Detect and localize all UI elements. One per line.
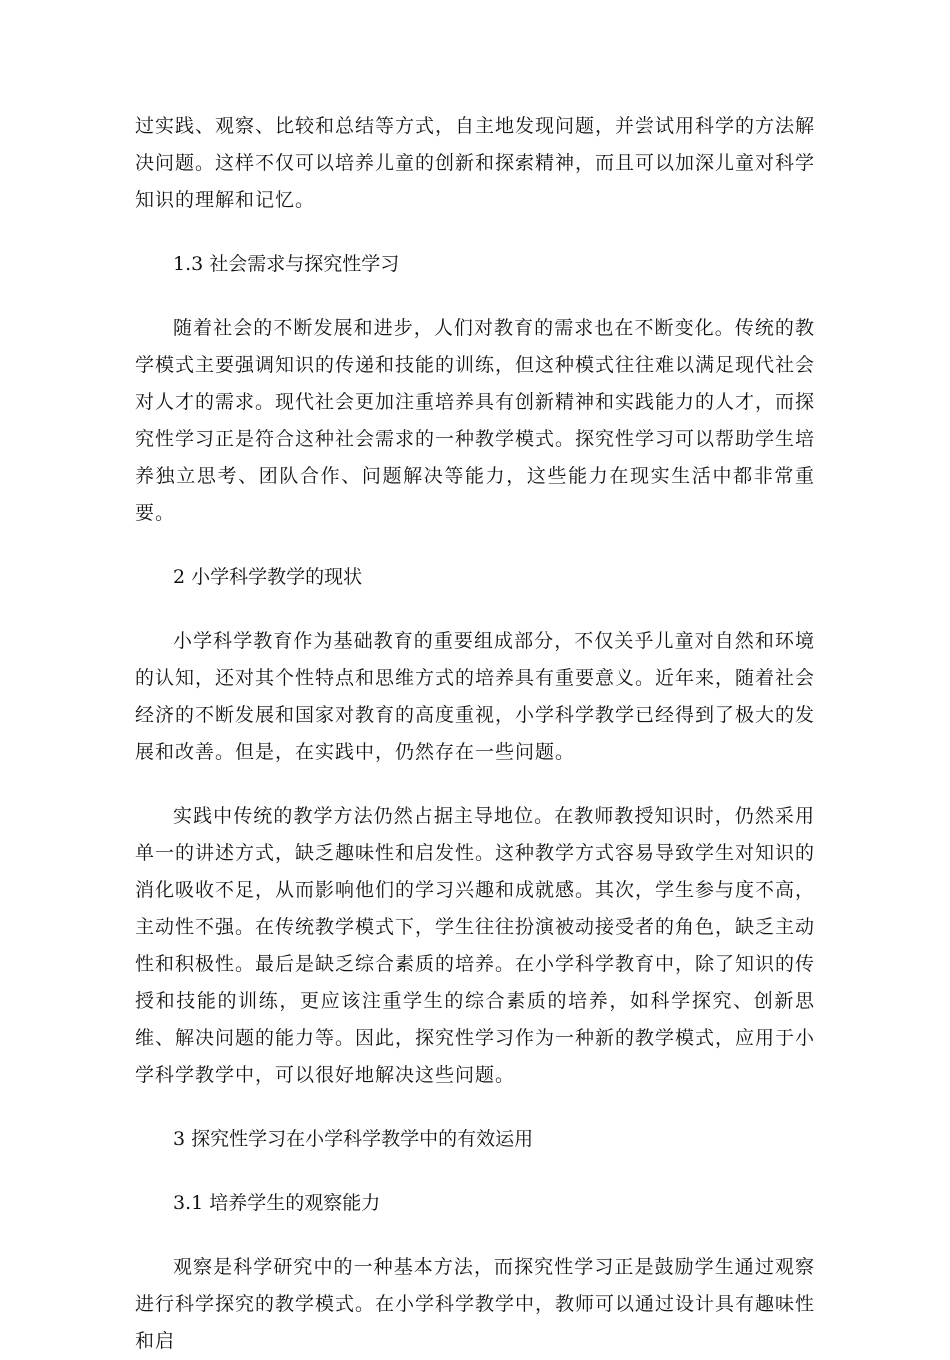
section-heading-2: 2 小学科学教学的现状: [173, 566, 363, 588]
paragraph-1-3: 随着社会的不断发展和进步，人们对教育的需求也在不断变化。传统的教学模式主要强调知识的传递和技能的训练，但这种模式往往难以满足现代社会对人才的需求。现代社会更加注重培养具有创新精神和实践能力的人才，而探究性学习正是符合这种社会需求的一种教学模式。探究性学习可以帮助学生培养独立思考、团队合作、问题解决等能力，这些能力在现实生活中都非常重要。: [135, 317, 816, 524]
paragraph-intro: 过实践、观察、比较和总结等方式，自主地发现问题，并尝试用科学的方法解决问题。这样不仅可以培养儿童的创新和探索精神，而且可以加深儿童对科学知识的理解和记忆。: [135, 115, 816, 211]
section-heading-1-3: 1.3 社会需求与探究性学习: [173, 253, 400, 275]
section-heading-3: 3 探究性学习在小学科学教学中的有效运用: [173, 1128, 534, 1150]
paragraph-2b: 实践中传统的教学方法仍然占据主导地位。在教师教授知识时，仍然采用单一的讲述方式，缺乏趣味性和启发性。这种教学方式容易导致学生对知识的消化吸收不足，从而影响他们的学习兴趣和成就感。其次，学生参与度不高，主动性不强。在传统教学模式下，学生往往扮演被动接受者的角色，缺乏主动性和积极性。最后是缺乏综合素质的培养。在小学科学教育中，除了知识的传授和技能的训练，更应该注重学生的综合素质的培养，如科学探究、创新思维、解决问题的能力等。因此，探究性学习作为一种新的教学模式，应用于小学科学教学中，可以很好地解决这些问题。: [135, 805, 816, 1086]
paragraph-3-1: 观察是科学研究中的一种基本方法，而探究性学习正是鼓励学生通过观察进行科学探究的教学模式。在小学科学教学中，教师可以通过设计具有趣味性和启: [135, 1256, 816, 1352]
document-body: [135, 108, 815, 1360]
section-heading-3-1: 3.1 培养学生的观察能力: [173, 1192, 381, 1214]
paragraph-2a: 小学科学教育作为基础教育的重要组成部分，不仅关乎儿童对自然和环境的认知，还对其个性特点和思维方式的培养具有重要意义。近年来，随着社会经济的不断发展和国家对教育的高度重视，小学科学教学已经得到了极大的发展和改善。但是，在实践中，仍然存在一些问题。: [135, 630, 816, 763]
